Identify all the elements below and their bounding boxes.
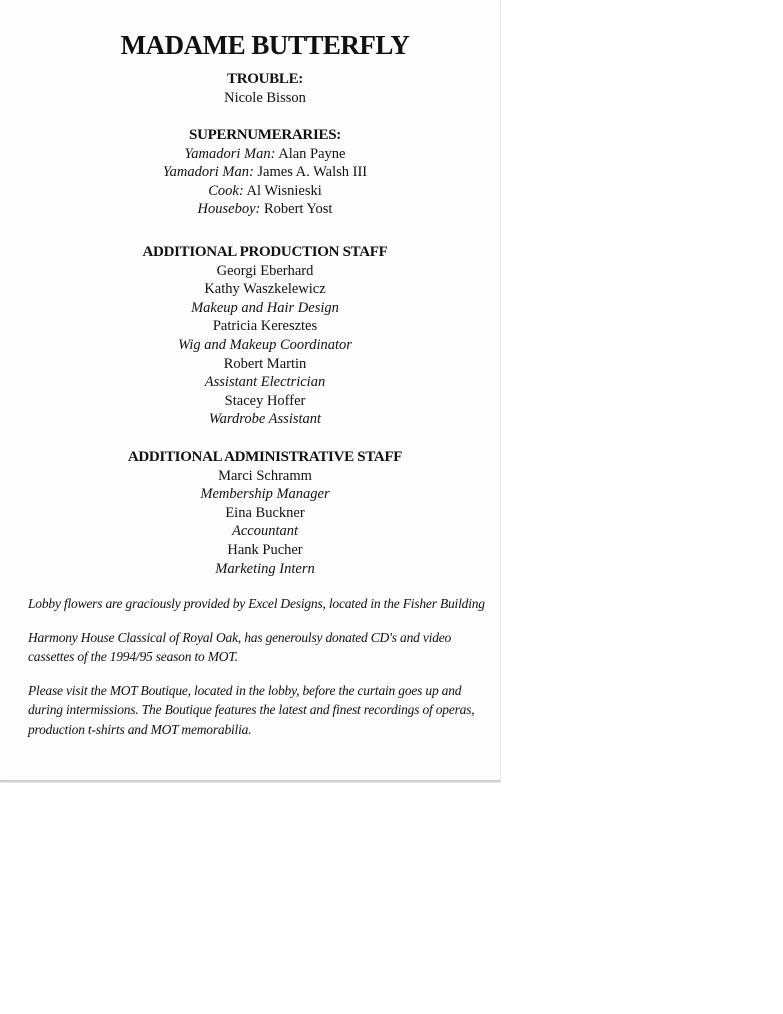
cast-name: Robert Yost <box>263 201 333 218</box>
staff-title: Makeup and Hair Design <box>191 299 339 316</box>
production-staff-section <box>40 243 490 429</box>
program-page <box>0 0 500 782</box>
production-staff-heading: ADDITIONAL PRODUCTION STAFF <box>142 244 388 260</box>
cast-name: Al Wisnieski <box>246 182 322 199</box>
staff-name: Kathy Waszkelewicz <box>204 281 326 298</box>
role-label: Cook: <box>208 182 244 199</box>
cast-line <box>40 200 490 219</box>
cast-name: Alan Payne <box>278 145 346 162</box>
staff-name: Georgi Eberhard <box>216 262 314 279</box>
trouble-name: Nicole Bisson <box>224 89 306 106</box>
supernumeraries-section <box>40 126 490 219</box>
staff-title: Wardrobe Assistant <box>208 411 322 428</box>
trouble-heading: TROUBLE: <box>227 71 303 87</box>
role-label: Yamadori Man: <box>162 164 254 181</box>
staff-name: Eina Buckner <box>225 504 305 521</box>
page-title: MADAME BUTTERFLY <box>120 30 410 60</box>
staff-name: Marci Schramm <box>218 467 312 484</box>
staff-name: Stacey Hoffer <box>224 392 306 409</box>
note-paragraph: Lobby flowers are graciously provided by Excel Designs, located in the Fisher Building <box>28 596 485 611</box>
staff-title: Wig and Makeup Coordinator <box>178 336 352 353</box>
cast-line <box>40 145 490 164</box>
admin-staff-heading: ADDITIONAL ADMINISTRATIVE STAFF <box>127 449 403 465</box>
staff-name: Patricia Keresztes <box>212 318 318 335</box>
staff-title: Assistant Electrician <box>204 374 326 391</box>
supernumeraries-heading: SUPERNUMERARIES: <box>189 127 341 143</box>
note-paragraph: Please visit the MOT Boutique, located in the lobby, before the curtain goes up and during intermissions. The Boutique features the latest and finest recordings of operas, production t-shirts and MOT memorabilia. <box>28 682 475 737</box>
cast-line <box>40 163 490 182</box>
role-label: Houseboy: <box>197 201 261 218</box>
staff-name: Robert Martin <box>223 355 307 372</box>
staff-title: Membership Manager <box>200 486 330 503</box>
trouble-section <box>40 70 490 107</box>
note-paragraph: Harmony House Classical of Royal Oak, has generoulsy donated CD's and video cassettes of the 1994/95 season to MOT. <box>28 629 452 664</box>
staff-title: Marketing Intern <box>215 560 315 577</box>
cast-line <box>40 182 490 201</box>
staff-title: Accountant <box>231 523 299 540</box>
program-notes <box>28 594 498 753</box>
admin-staff-section <box>40 448 490 578</box>
cast-name: James A. Walsh III <box>257 164 368 181</box>
role-label: Yamadori Man: <box>184 145 276 162</box>
staff-name: Hank Pucher <box>227 541 303 558</box>
